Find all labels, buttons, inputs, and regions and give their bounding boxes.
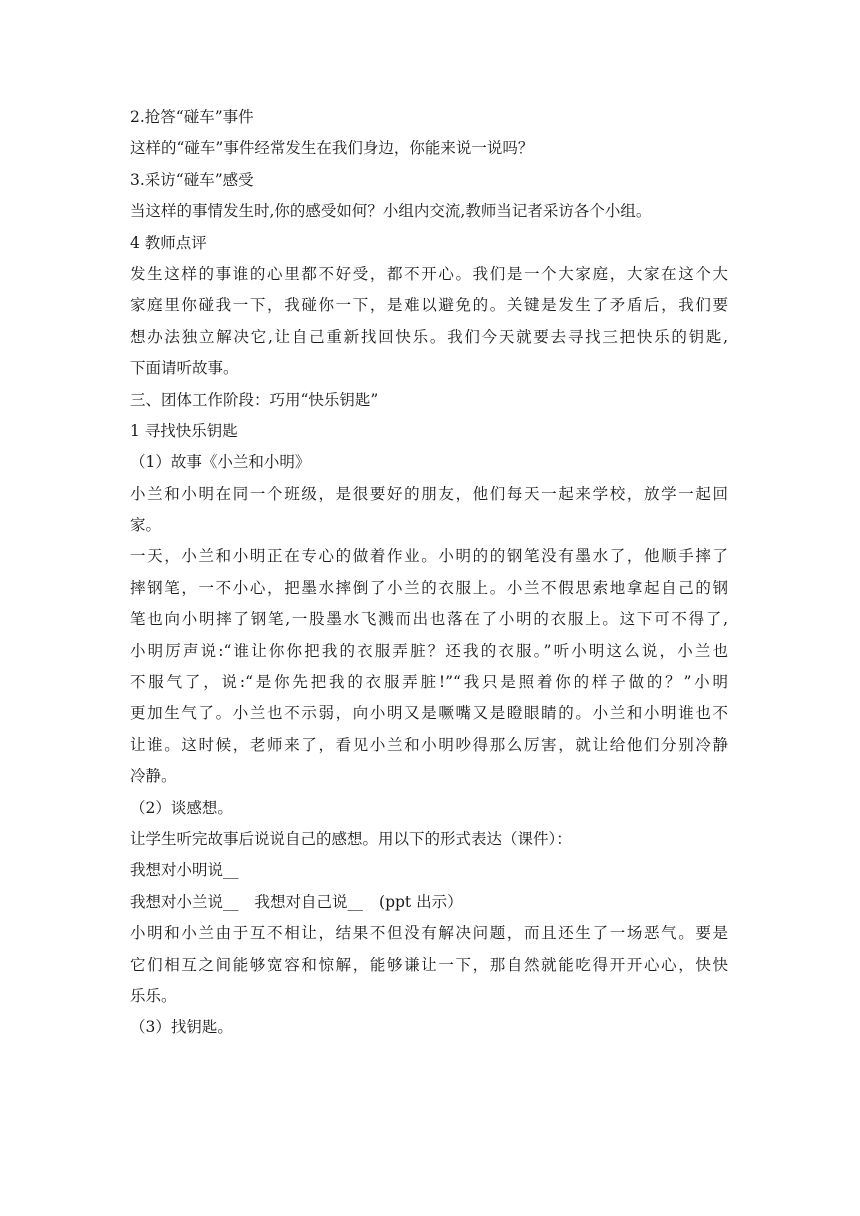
paragraph-line: 不服气了，说:“是你先把我的衣服弄脏!”“我只是照着你的样子做的？”小明 [130,673,728,692]
paragraph-line: 它们相互之间能够宽容和惊解，能够谦让一下，那自然就能吃得开开心心，快快 [130,955,728,974]
section-heading: 三、团体工作阶段：巧用“快乐钥匙” [130,390,379,409]
paragraph-line: 更加生气了。小兰也不示弱，向小明又是噘嘴又是瞪眼睛的。小兰和小明谁也不 [130,704,728,723]
paragraph-line: 家庭里你碰我一下，我碰你一下，是难以避免的。关键是发生了矛盾后，我们要 [130,296,728,315]
paragraph-line: 小兰和小明在同一个班级，是很要好的朋友，他们每天一起来学校，放学一起回 [130,484,728,503]
prompt-xiaolan: 我想对小兰说__ [130,892,239,911]
paragraph-friends [130,479,728,542]
paragraph-line: 一天，小兰和小明正在专心的做着作业。小明的的钢笔没有墨水了，他顺手摔了 [130,547,728,566]
paragraph-line: 笔也向小明摔了钢笔,一股墨水飞溅而出也落在了小明的衣服上。这下可不得了, [130,610,728,629]
paragraph-line: 小明和小兰由于互不相让，结果不但没有解决问题，而且还生了一场恶气。要是 [130,924,728,943]
paragraph-line: 摔钢笔，一不小心，把墨水摔倒了小兰的衣服上。小兰不假思索地拿起自己的钢 [130,578,728,597]
paragraph-line: 想办法独立解决它,让自己重新找回快乐。我们今天就要去寻找三把快乐的钥匙, [130,327,728,346]
prompt-xiaoming: 我想对小明说__ [130,861,239,880]
paragraph-line: 发生这样的事谁的心里都不好受，都不开心。我们是一个大家庭，大家在这个大 [130,264,728,283]
paragraph-line: 下面请听故事。 [130,359,239,378]
document-body [130,102,728,1044]
subheading-find-keys: 1 寻找快乐钥匙 [130,421,238,440]
story-title: （1）故事《小兰和小明》 [130,453,311,472]
paragraph-line: 冷静。 [130,767,177,786]
heading-interview: 3.采访“碰车”感受 [130,170,254,189]
step-find-key: （3）找钥匙。 [130,1018,233,1037]
heading-teacher-comment: 4 教师点评 [130,233,207,252]
paragraph-story [130,541,728,792]
text-line: 这样的“碰车”事件经常发生在我们身边，你能来说一说吗？ [130,139,534,158]
paragraph-conclusion [130,918,728,1012]
paragraph-evaluation [130,259,728,385]
text-line: 当这样的事情发生时,你的感受如何？小组内交流,教师当记者采访各个小组。 [130,202,652,221]
paragraph-line: 让谁。这时候，老师来了，看见小兰和小明吵得那么厉害，就让给他们分别冷静 [130,735,728,754]
step-talk-feelings: （2）谈感想。 [130,798,233,817]
paragraph-line: 乐乐。 [130,986,177,1005]
paragraph-line: 家。 [130,516,162,535]
ppt-note: (ppt 出示） [379,892,463,911]
prompt-self: 我想对自己说__ [254,892,364,911]
paragraph-line: 小明厉声说:“谁让你你把我的衣服弄脏？还我的衣服。”听小明这么说，小兰也 [130,641,728,660]
prompt-row [130,887,728,918]
feelings-instruction: 让学生听完故事后说说自己的感想。用以下的形式表达（课件）： [130,829,572,848]
heading-quick-answer: 2.抢答“碰车”事件 [130,108,254,126]
